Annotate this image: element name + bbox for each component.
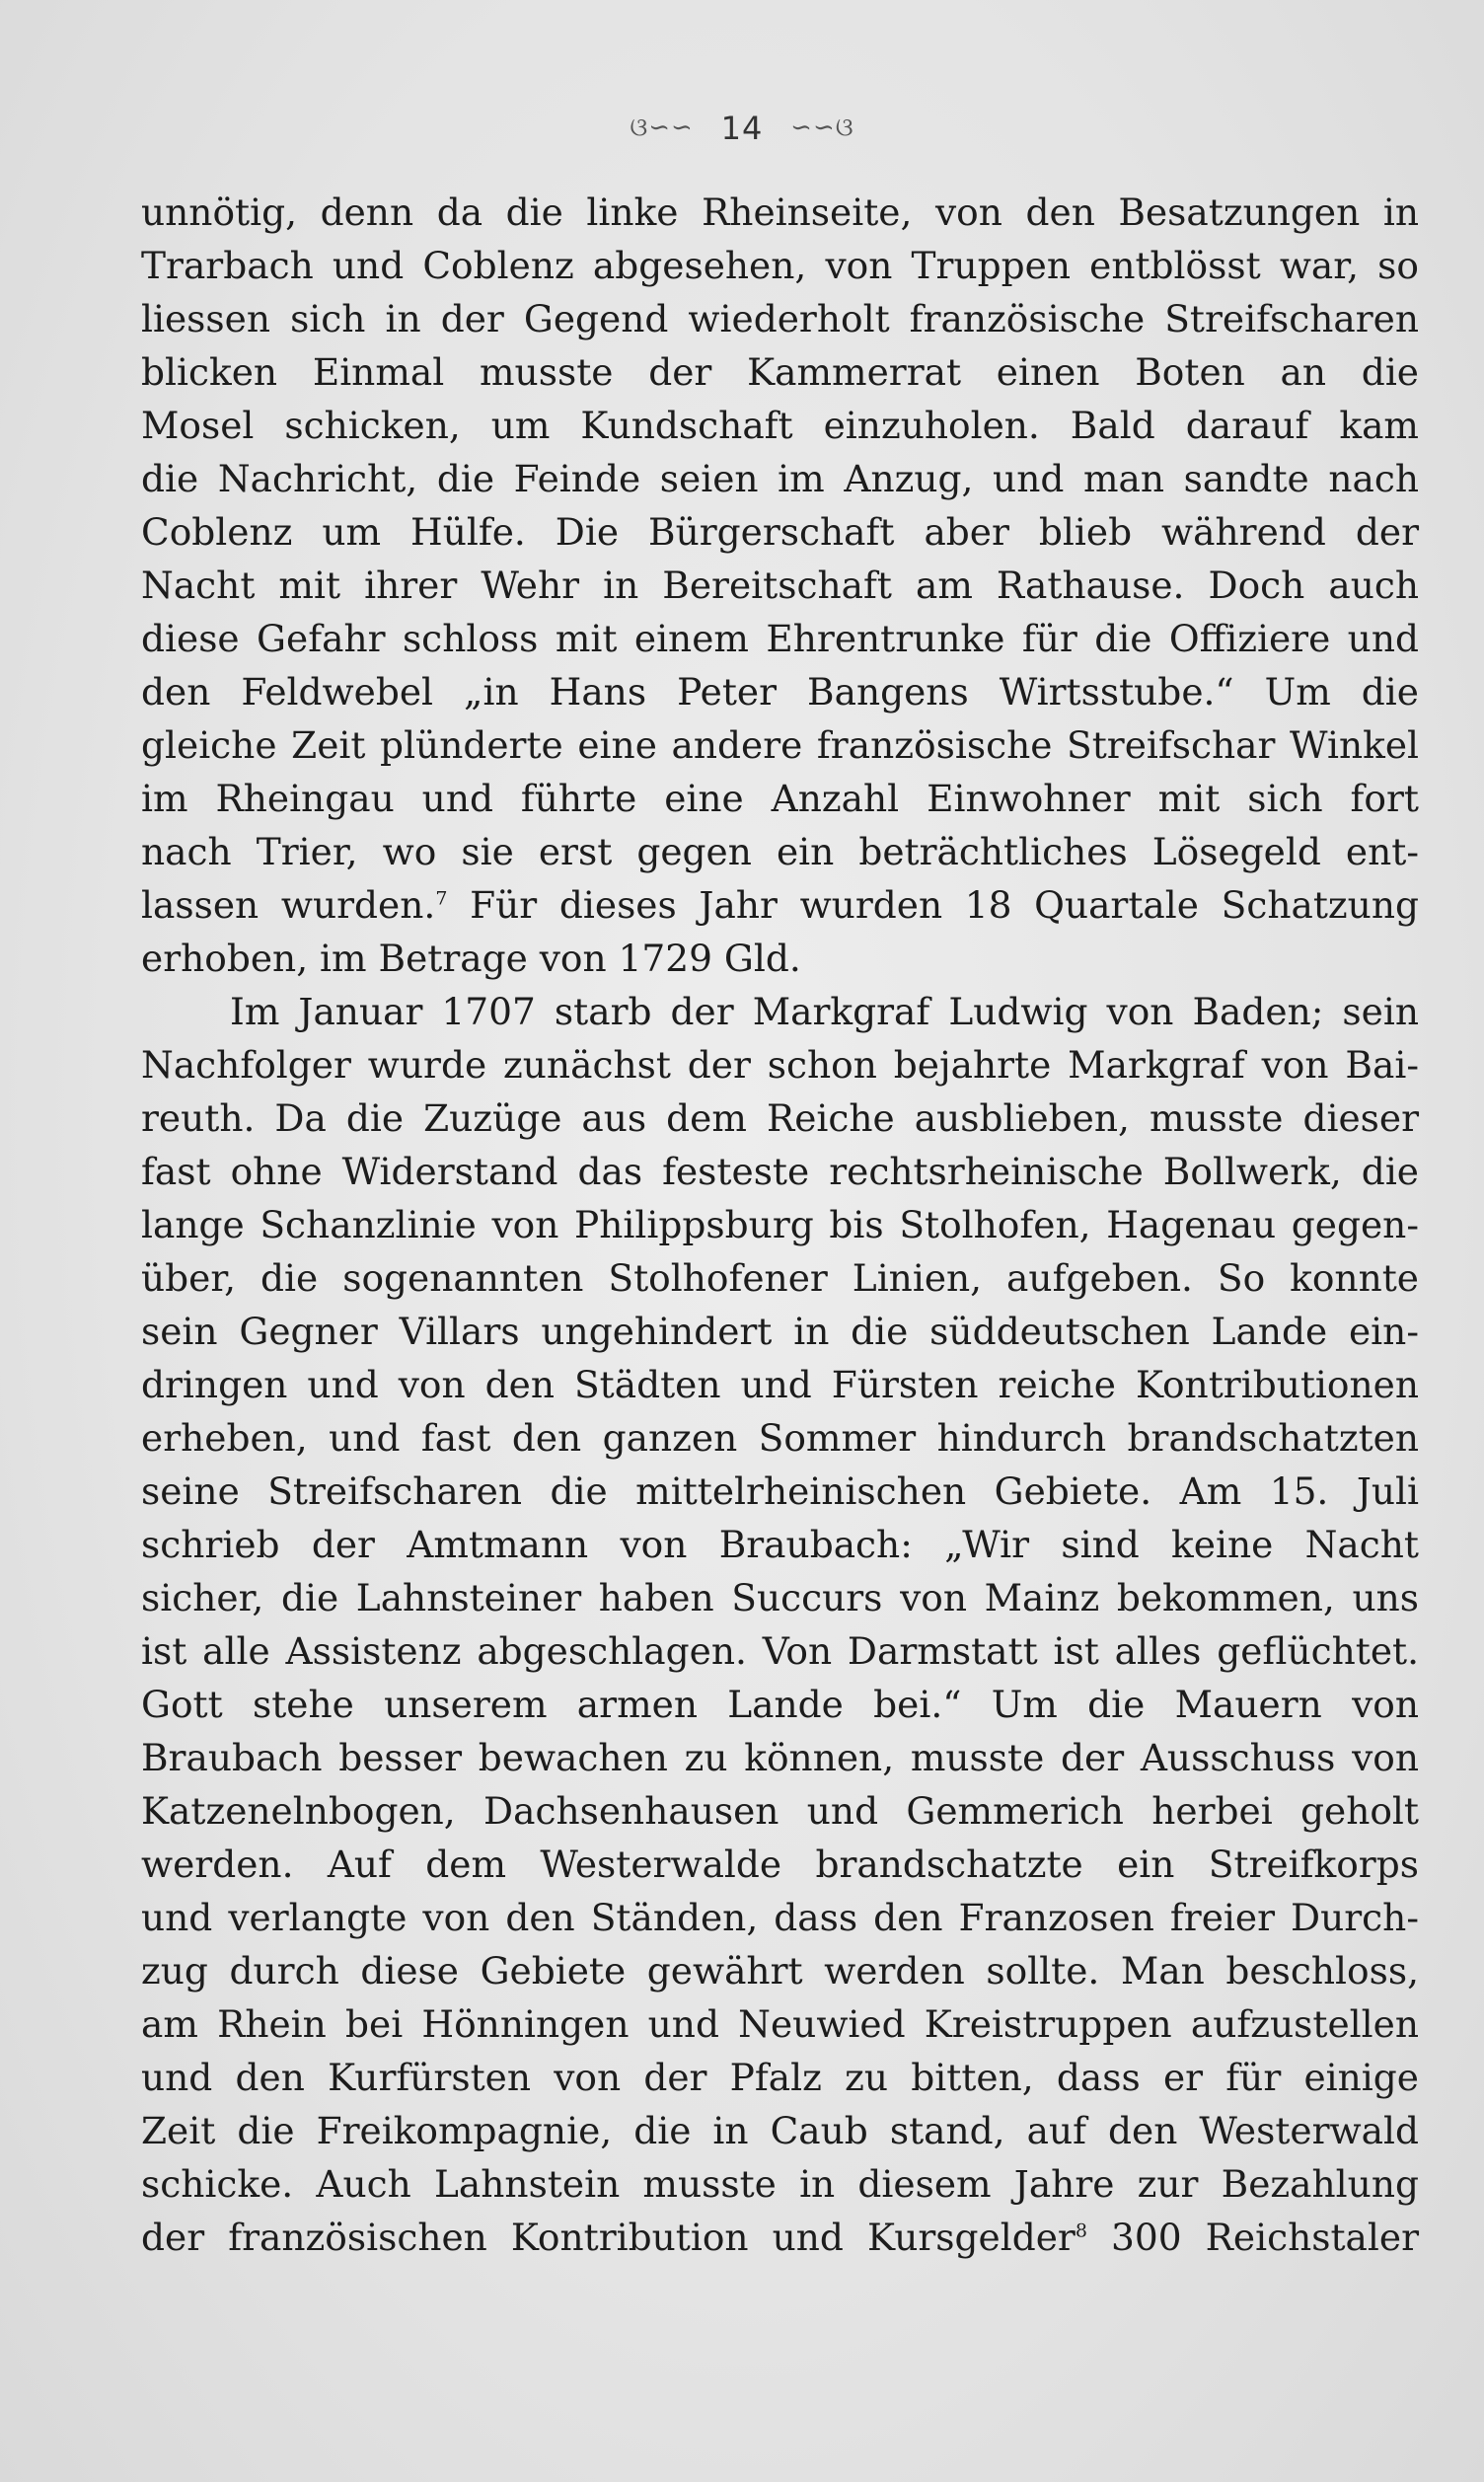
text-line: lange Schanzlinie von Philippsburg bis Stolhofen, Hagenau gegen- <box>141 1203 1419 1246</box>
text-line: die Nachricht, die Feinde seien im Anzug, und man sandte nach <box>141 457 1419 500</box>
text-line: schicke. Auch Lahnstein musste in diesem Jahre zur Bezahlung <box>141 2162 1419 2206</box>
text-line: diese Gefahr schloss mit einem Ehrentrunke für die Offiziere und <box>141 617 1419 660</box>
text-line: blicken Einmal musste der Kammerrat einen Boten an die <box>141 350 1419 394</box>
text-line: ist alle Assistenz abgeschlagen. Von Darmstatt ist alles geflüchtet. <box>141 1629 1419 1673</box>
text-line: Katzenelnbogen, Dachsenhausen und Gemmerich herbei geholt <box>141 1789 1419 1833</box>
page-header <box>0 107 1484 147</box>
text-line: werden. Auf dem Westerwalde brandschatzte ein Streifkorps <box>141 1843 1419 1886</box>
text-line: Gott stehe unserem armen Lande bei.“ Um die Mauern von <box>141 1683 1419 1726</box>
left-ornament-icon: ଓ∽∽ <box>630 113 694 143</box>
text-line: Nachfolger wurde zunächst der schon bejahrte Markgraf von Bai- <box>141 1043 1419 1087</box>
text-line: Nacht mit ihrer Wehr in Bereitschaft am Rathause. Doch auch <box>141 564 1419 607</box>
text-line: am Rhein bei Hönningen und Neuwied Kreistruppen aufzustellen <box>141 2002 1419 2046</box>
text-segment: Für dieses Jahr wurden 18 Quartale Schatzung <box>470 883 1419 927</box>
body-text <box>141 186 1419 2264</box>
text-line: gleiche Zeit plünderte eine andere französische Streifschar Winkel <box>141 723 1419 767</box>
text-line: über, die sogenannten Stolhofener Linien, aufgeben. So konnte <box>141 1256 1419 1300</box>
text-line: unnötig, denn da die linke Rheinseite, von den Besatzungen in <box>141 190 1419 234</box>
footnote-ref-7[interactable]: 7 <box>435 887 448 910</box>
page-number: 14 <box>720 110 764 147</box>
text-line: Zeit die Freikompagnie, die in Caub stand, auf den Westerwald <box>141 2109 1419 2152</box>
text-line: schrieb der Amtmann von Braubach: „Wir sind keine Nacht <box>141 1523 1419 1566</box>
text-line-with-footnote <box>141 2211 1419 2264</box>
text-line: nach Trier, wo sie erst gegen ein beträchtliches Lösegeld ent- <box>141 830 1419 873</box>
text-line: Braubach besser bewachen zu können, musste der Ausschuss von <box>141 1736 1419 1779</box>
text-line: Mosel schicken, um Kundschaft einzuholen. Bald darauf kam <box>141 404 1419 447</box>
paragraph-start-line: Im Januar 1707 starb der Markgraf Ludwig von Baden; sein <box>230 990 1419 1033</box>
text-segment: 300 Reichstaler <box>1111 2216 1419 2259</box>
right-ornament-icon: ∽∽ଓ <box>790 113 854 143</box>
text-line: den Feldwebel „in Hans Peter Bangens Wirtsstube.“ Um die <box>141 670 1419 714</box>
footnote-ref-8[interactable]: 8 <box>1075 2219 1087 2242</box>
text-line: dringen und von den Städten und Fürsten reiche Kontributionen <box>141 1363 1419 1406</box>
text-line: erheben, und fast den ganzen Sommer hindurch brandschatzten <box>141 1416 1419 1460</box>
text-line: und verlangte von den Ständen, dass den Franzosen freier Durch- <box>141 1896 1419 1939</box>
text-line: sicher, die Lahnsteiner haben Succurs von Mainz bekommen, uns <box>141 1576 1419 1619</box>
text-line: erhoben, im Betrage von 1729 Gld. <box>141 937 801 980</box>
text-line: zug durch diese Gebiete gewährt werden sollte. Man beschloss, <box>141 1949 1419 1993</box>
text-line: fast ohne Widerstand das festeste rechtsrheinische Bollwerk, die <box>141 1150 1419 1193</box>
text-line: liessen sich in der Gegend wiederholt französische Streifscharen <box>141 297 1419 340</box>
text-segment: lassen wurden. <box>141 883 436 927</box>
text-segment: der französischen Kontribution und Kursgelder <box>141 2216 1076 2259</box>
text-line: Trarbach und Coblenz abgesehen, von Truppen entblösst war, so <box>141 244 1419 287</box>
text-line: Coblenz um Hülfe. Die Bürgerschaft aber blieb während der <box>141 510 1419 554</box>
text-line: im Rheingau und führte eine Anzahl Einwohner mit sich fort <box>141 777 1419 820</box>
text-line: reuth. Da die Zuzüge aus dem Reiche ausblieben, musste dieser <box>141 1096 1419 1140</box>
text-line-with-footnote <box>141 878 1419 932</box>
text-line: und den Kurfürsten von der Pfalz zu bitten, dass er für einige <box>141 2056 1419 2099</box>
text-line: seine Streifscharen die mittelrheinischen Gebiete. Am 15. Juli <box>141 1469 1419 1513</box>
text-line: sein Gegner Villars ungehindert in die süddeutschen Lande ein- <box>141 1310 1419 1353</box>
